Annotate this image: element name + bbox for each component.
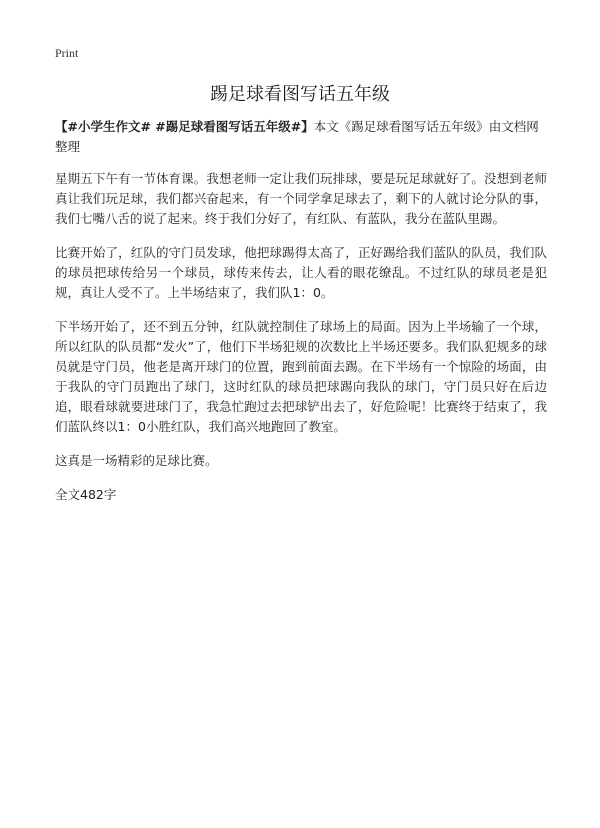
paragraph-1: 星期五下午有一节体育课。我想老师一定让我们玩排球，要是玩足球就好了。没想到老师真让我们玩足球，我们都兴奋起来，有一个同学拿足球去了，剩下的人就讨论分队的事，我们七嘴八舌的说了起来。终于我们分好了，有红队、有蓝队，我分在蓝队里踢。 (55, 171, 547, 226)
paragraph-3: 下半场开始了，还不到五分钟，红队就控制住了球场上的局面。因为上半场输了一个球，所以红队的队员都“发火”了，他们下半场犯规的次数比上半场还要多。我们队犯规多的球员就是守门员，他老是离开球门的位置，跑到前面去踢。在下半场有一个惊险的场面，由于我队的守门员跑出了球门，这时红队的球员把球踢向我队的球门，守门员只好在后边追，眼看球就要进球门了，我急忙跑过去把球铲出去了，好危险呢！比赛终于结束了，我们蓝队终以1：0小胜红队，我们高兴地跑回了教室。 (55, 319, 547, 434)
document-body (55, 117, 547, 505)
paragraph-4: 这真是一场精彩的足球比赛。 (55, 453, 218, 468)
document-title: 踢足球看图写话五年级 (210, 84, 390, 105)
tags-paragraph (55, 117, 547, 157)
word-count: 全文482字 (55, 487, 117, 502)
paragraph-2: 比赛开始了，红队的守门员发球，他把球踢得太高了，正好踢给我们蓝队的队员，我们队的球员把球传给另一个球员，球传来传去，让人看的眼花缭乱。不过红队的球员老是犯规，真让人受不了。上半场结束了，我们队1：0。 (55, 245, 547, 300)
print-label: Print (55, 46, 79, 60)
intro-text: 本文《踢足球看图写话五年级》由文档网整理 (55, 119, 539, 154)
tag-line: 【#小学生作文# #踢足球看图写话五年级#】 (55, 119, 314, 134)
